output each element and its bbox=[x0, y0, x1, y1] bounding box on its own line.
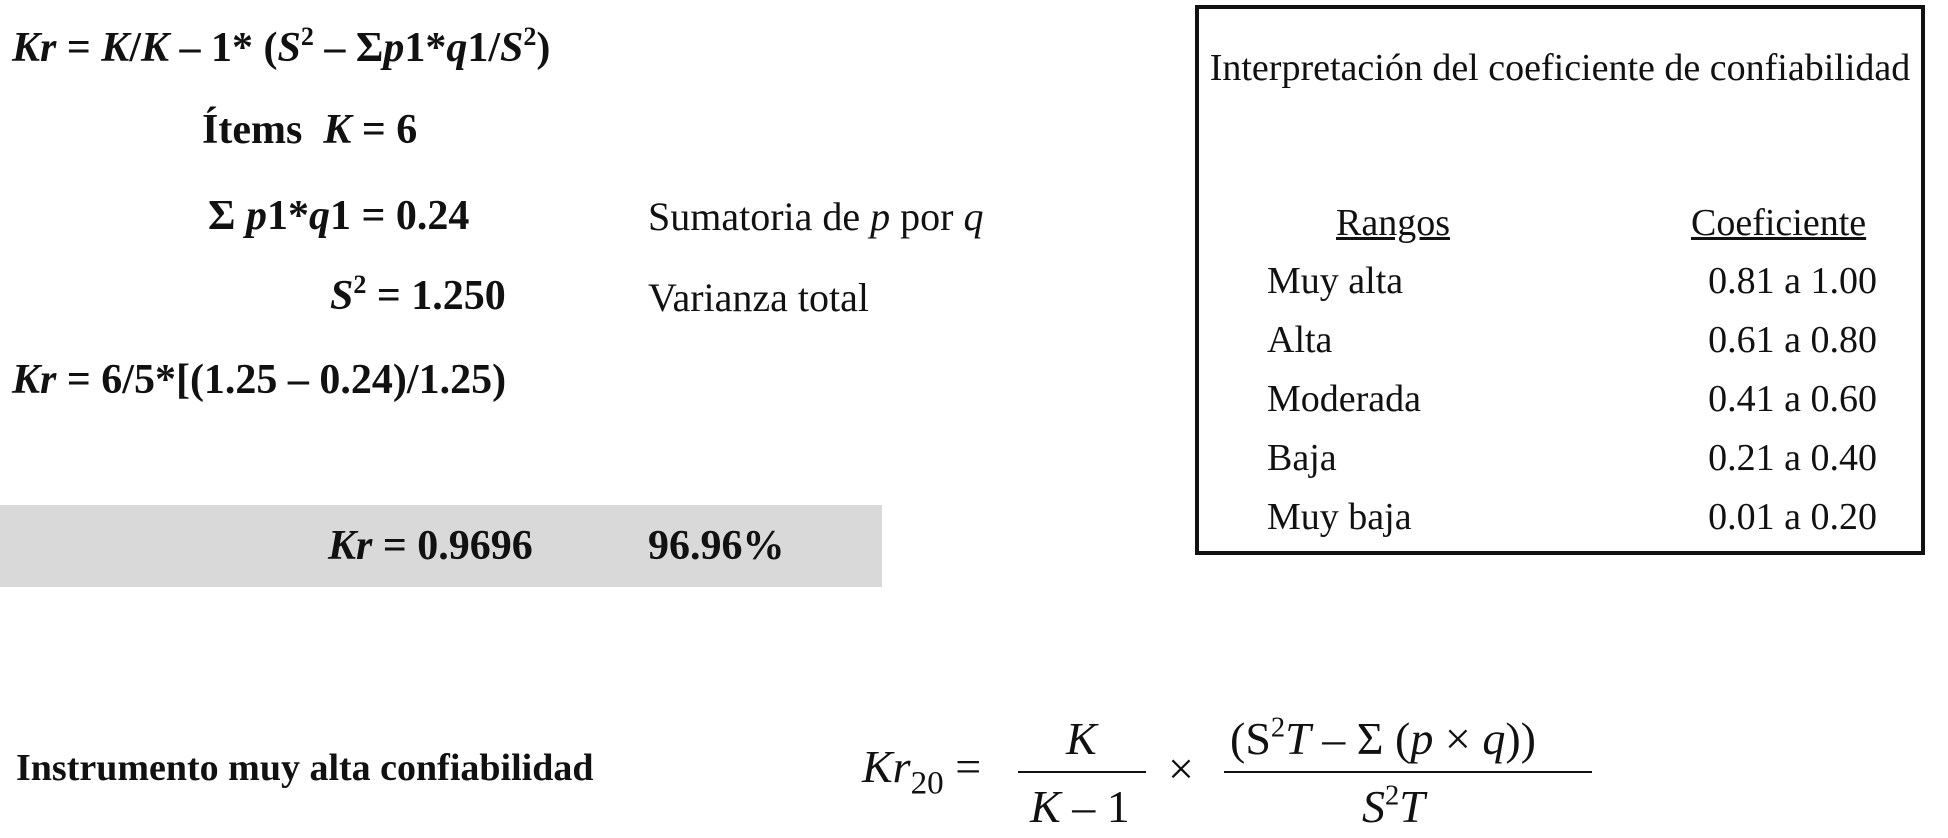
substitution-formula: Kr = 6/5*[(1.25 – 0.24)/1.25) bbox=[12, 357, 507, 403]
kr20-num2: ($S^2T$ – Σ (p × q)) bbox=[1230, 712, 1536, 764]
result-percent: 96.96% bbox=[648, 523, 785, 569]
kr20-den2: $S^2T$ bbox=[1362, 780, 1425, 832]
interpretation-title: Interpretación del coeficiente de confiabilidad bbox=[1209, 47, 1911, 89]
conclusion-text: Instrumento muy alta confiabilidad bbox=[16, 747, 594, 789]
variance-value: $S^2 = 1.250$ bbox=[330, 269, 506, 319]
kr20-num1: K bbox=[1066, 713, 1097, 764]
range-value: 0.81 a 1.00 bbox=[1708, 260, 1877, 302]
kr20-times: × bbox=[1168, 743, 1194, 794]
kr20-fraction-bar-1 bbox=[1018, 771, 1146, 773]
range-value: 0.01 a 0.20 bbox=[1708, 496, 1877, 538]
column-header-coefficient: Coeficiente bbox=[1691, 202, 1867, 244]
range-label: Baja bbox=[1267, 437, 1337, 479]
range-label: Muy baja bbox=[1267, 496, 1412, 538]
variance-note: Varianza total bbox=[648, 275, 869, 320]
sum-pq-value: Σ p1*q1 = 0.24 bbox=[208, 193, 470, 239]
kr20-fraction-bar-2 bbox=[1224, 771, 1592, 773]
range-label: Alta bbox=[1267, 319, 1333, 361]
items-count: Ítems K = 6 bbox=[202, 107, 418, 153]
range-label: Muy alta bbox=[1267, 260, 1404, 302]
sum-pq-note: Sumatoria de p por q bbox=[648, 194, 984, 239]
kr20-lhs: $Kr_{20}$ = bbox=[862, 741, 982, 802]
range-label: Moderada bbox=[1267, 378, 1422, 420]
range-value: 0.61 a 0.80 bbox=[1708, 319, 1877, 361]
general-formula: Kr = K/K – 1* $(S^2 - \Sigma p1*q1/S^2)$ bbox=[12, 21, 551, 71]
result-value: Kr = 0.9696 bbox=[328, 523, 533, 569]
column-header-ranges: Rangos bbox=[1336, 202, 1450, 244]
interpretation-table bbox=[1195, 5, 1925, 555]
range-value: 0.21 a 0.40 bbox=[1708, 437, 1877, 479]
range-value: 0.41 a 0.60 bbox=[1708, 378, 1877, 420]
kr20-den1: K – 1 bbox=[1030, 781, 1130, 832]
